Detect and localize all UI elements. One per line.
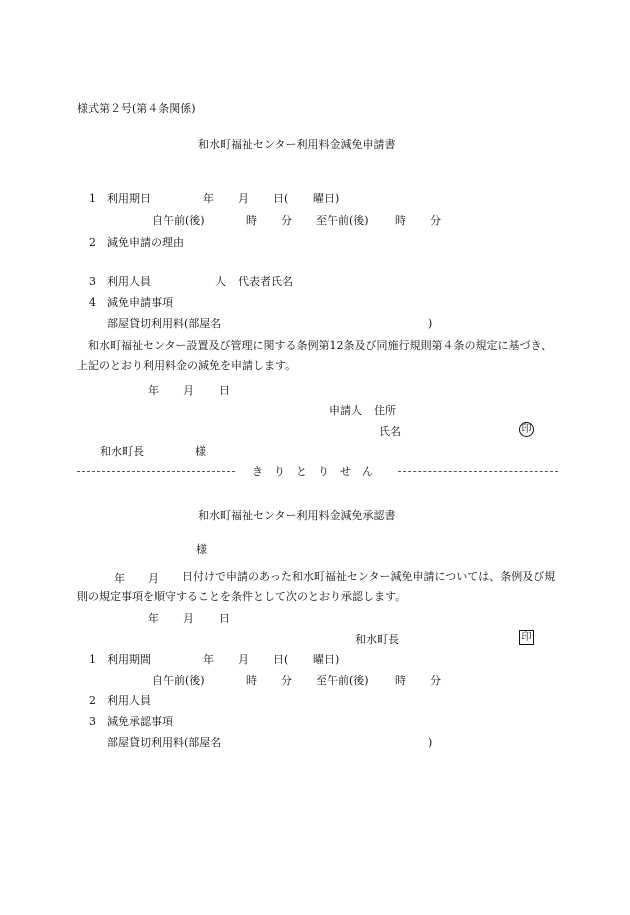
- time-to-label: 至午前(後): [316, 214, 369, 227]
- item-number: 4: [89, 296, 96, 309]
- room-fee-label: 部屋貸切利用料(部屋名: [107, 317, 222, 330]
- body-year-label: 年: [114, 572, 125, 585]
- time-minute-label: 分: [430, 674, 441, 687]
- time-hour-label: 時: [395, 214, 406, 227]
- sign-day-label: 日: [219, 384, 230, 397]
- body-month-label: 月: [148, 572, 159, 585]
- sama-label: 様: [196, 543, 207, 556]
- item-number: 3: [89, 715, 96, 728]
- seal-mark: 印: [519, 422, 534, 437]
- item-label: 利用期間: [107, 653, 151, 666]
- time-hour-label: 時: [246, 214, 257, 227]
- addressee: 和水町長: [100, 445, 144, 458]
- item-number: 2: [89, 694, 96, 707]
- item-label: 利用人員: [107, 275, 151, 288]
- sama-label: 様: [195, 445, 206, 458]
- room-fee-close: ): [428, 317, 433, 330]
- representative-name-label: 代表者氏名: [238, 275, 293, 288]
- time-hour-label: 時: [395, 674, 406, 687]
- sign-month-label: 月: [183, 384, 194, 397]
- approval-date-day: 日: [219, 612, 230, 625]
- room-fee-label: 部屋貸切利用料(部屋名: [107, 736, 222, 749]
- sign-year-label: 年: [148, 384, 159, 397]
- item-number: 1: [89, 192, 96, 205]
- seal-mark: 印: [519, 630, 534, 645]
- persons-unit: 人: [215, 275, 226, 288]
- item-label: 減免申請事項: [107, 296, 173, 309]
- applicant-label: 申請人: [329, 404, 362, 417]
- date-weekday-label: 曜日): [313, 192, 340, 205]
- approval-title: 和水町福祉センター利用料金減免承認書: [198, 509, 396, 522]
- item-label: 減免承認事項: [107, 715, 173, 728]
- time-minute-label: 分: [281, 214, 292, 227]
- item-number: 1: [89, 653, 96, 666]
- period-year-label: 年: [203, 653, 214, 666]
- period-weekday-label: 曜日): [313, 653, 340, 666]
- cut-line-label: き り と り せ ん: [252, 465, 373, 478]
- item-label: 利用期日: [107, 192, 151, 205]
- period-day-label: 日(: [273, 653, 289, 666]
- date-year-label: 年: [203, 192, 214, 205]
- item-label: 減免申請の理由: [107, 236, 184, 249]
- date-month-label: 月: [238, 192, 249, 205]
- issuer: 和水町長: [355, 633, 399, 646]
- date-day-label: 日(: [273, 192, 289, 205]
- cut-line-right: [398, 471, 558, 472]
- item-number: 2: [89, 236, 96, 249]
- time-hour-label: 時: [246, 674, 257, 687]
- time-to-label: 至午前(後): [316, 674, 369, 687]
- item-number: 3: [89, 275, 96, 288]
- period-month-label: 月: [238, 653, 249, 666]
- approval-body: 日付けで申請のあった和水町福祉センター減免申請については、条例及び規則の規定事項を順守することを条件として次のとおり承認します。: [77, 570, 556, 603]
- room-fee-close: ): [428, 736, 433, 749]
- address-label: 住所: [374, 404, 396, 417]
- time-minute-label: 分: [281, 674, 292, 687]
- application-body: 和水町福祉センター設置及び管理に関する条例第12条及び同施行規則第４条の規定に基づき、上記のとおり利用料金の減免を申請します。: [77, 339, 553, 372]
- approval-date-year: 年: [148, 612, 159, 625]
- approval-date-month: 月: [183, 612, 194, 625]
- form-id: 様式第２号(第４条関係): [77, 102, 196, 115]
- item-label: 利用人員: [107, 694, 151, 707]
- time-from-label: 自午前(後): [152, 214, 205, 227]
- application-title: 和水町福祉センター利用料金減免申請書: [198, 138, 396, 151]
- cut-line-left: [77, 471, 235, 472]
- time-minute-label: 分: [430, 214, 441, 227]
- name-label: 氏名: [379, 425, 401, 438]
- time-from-label: 自午前(後): [152, 674, 205, 687]
